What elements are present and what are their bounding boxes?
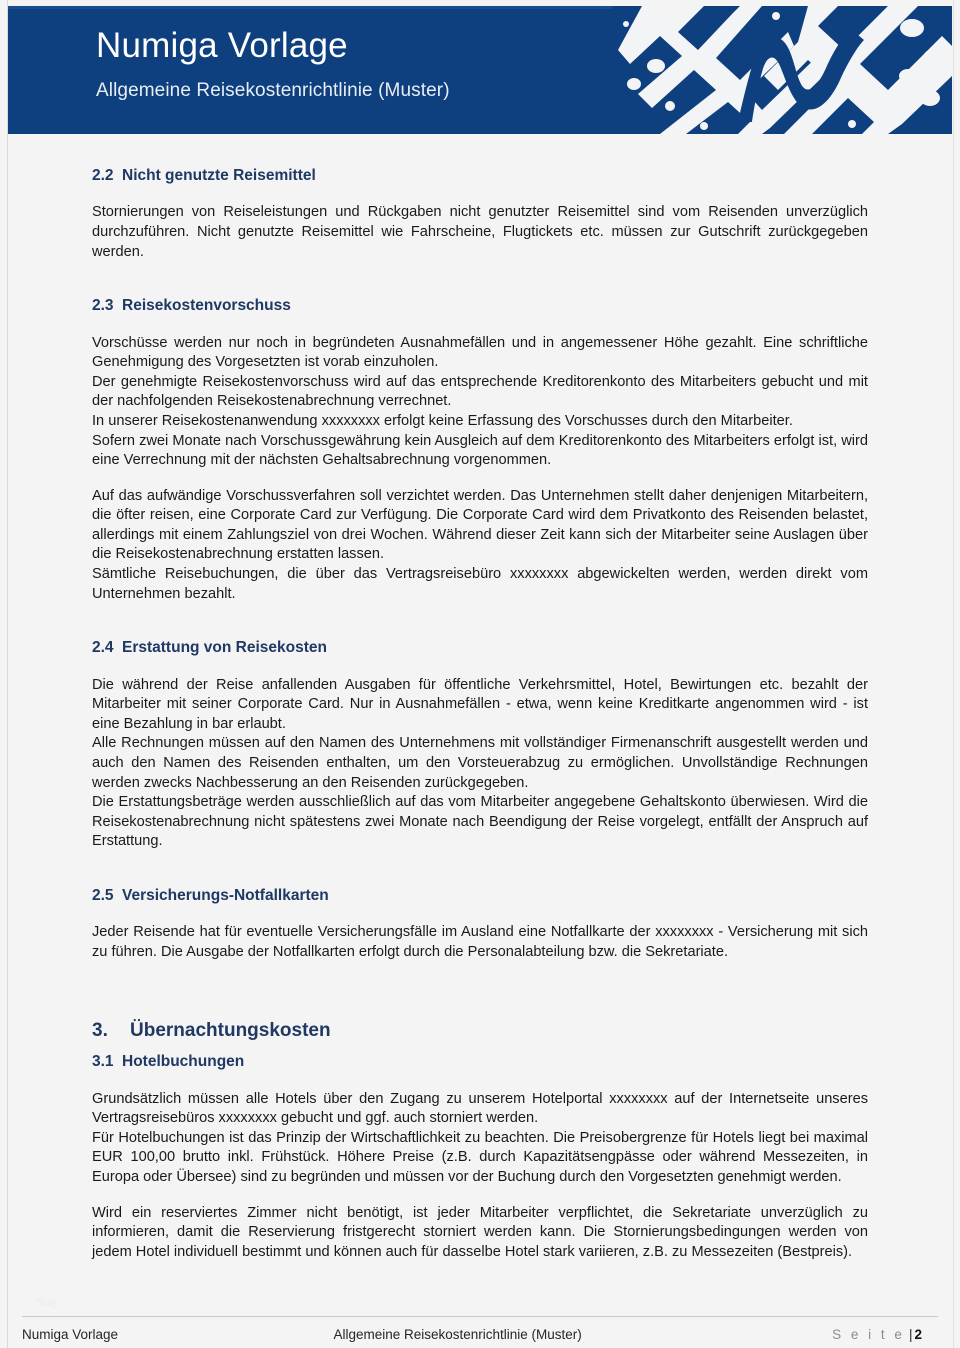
heading-2-4-number: 2.4: [92, 639, 114, 657]
paragraph-3-1-1: Grundsätzlich müssen alle Hotels über den Zugang zu unserem Hotelportal xxxxxxxx auf der Internetseite unseres Vertragsreisebüros xxxxxxxx gebucht und ggf. auch storniert werden.: [92, 1090, 868, 1127]
heading-2-2-number: 2.2: [92, 167, 114, 184]
page-footer: [22, 1322, 938, 1346]
faint-watermark: Nog: [35, 1294, 56, 1309]
paragraph-2-3-2: Der genehmigte Reisekostenvorschuss wird auf das entsprechende Kreditorenkonto des Mitarbeiters gebucht und mit der nachfolgenden Reisekostenabrechnung verrechnet.: [92, 373, 868, 410]
paragraph-2-3-4: Sofern zwei Monate nach Vorschussgewährung kein Ausgleich auf dem Kreditorenkonto des Mitarbeiters erfolgt ist, wird eine Verrechnung mit der nächsten Gehaltsabrechnung vorgenommen.: [92, 432, 868, 469]
paragraph-3-1-2: Für Hotelbuchungen ist das Prinzip der Wirtschaftlichkeit zu beachten. Die Preisobergrenze für Hotels liegt bei maximal EUR 100,00 brutto inkl. Frühstück. Höhere Preise (z.B. durch Kapazitätsengpässe oder während Messezeiten, in Europa oder Übersee) sind zu begründen und müssen vor der Buchung durch den Vorgesetzten genehmigt werden.: [92, 1129, 868, 1186]
document-body: [92, 166, 868, 1262]
heading-2-4: [92, 638, 868, 657]
page-border-right: [953, 0, 954, 1348]
paragraph-2-3-5: Auf das aufwändige Vorschussverfahren soll verzichtet werden. Das Unternehmen stellt daher denjenigen Mitarbeitern, die öfter reisen, eine Corporate Card zur Verfügung. Die Corporate Card wird dem Privatkonto des Reisenden belastet, allerdings mit einem Zahlungsziel von drei Wochen. Während dieser Zeit kann sich der Mitarbeiter seine Auslagen über die Reisekostenabrechnung erstatten lassen.: [92, 487, 868, 563]
paragraph-2-5-1: Jeder Reisende hat für eventuelle Versicherungsfälle im Ausland eine Notfallkarte der xxxxxxxx - Versicherung mit sich zu führen. Die Ausgabe der Notfallkarten erfolgt durch die Personalabteilung bzw. die Sekretariate.: [92, 924, 868, 960]
heading-2-2: [92, 166, 868, 185]
heading-2-3-title: Reisekostenvorschuss: [122, 297, 291, 315]
page-border-left: [7, 0, 8, 1348]
footer-page-indicator: [700, 1327, 938, 1342]
footer-divider: [22, 1316, 938, 1317]
heading-2-3-number: 2.3: [92, 297, 114, 315]
heading-3-title: Übernachtungskosten: [130, 1019, 331, 1041]
footer-left-text: Numiga Vorlage: [22, 1326, 119, 1342]
banner-text-block: [96, 28, 450, 102]
document-subtitle: Allgemeine Reisekostenrichtlinie (Muster): [96, 79, 450, 101]
heading-2-5-number: 2.5: [92, 886, 114, 904]
heading-2-4-title: Erstattung von Reisekosten: [122, 639, 327, 657]
heading-3-1-number: 3.1: [92, 1053, 114, 1071]
heading-2-3: [92, 296, 868, 315]
paragraph-2-3-1: Vorschüsse werden nur noch in begründeten Ausnahmefällen und in angemessener Höhe gezahlt. Eine schriftliche Genehmigung des Vorgesetzten ist vorab einzuholen.: [92, 334, 868, 371]
footer-page-number: 2: [914, 1326, 922, 1342]
paragraph-3-1-3: Wird ein reserviertes Zimmer nicht benötigt, ist jeder Mitarbeiter verpflichtet, die Sekretariate unverzüglich zu informieren, damit die Reservierung fristgerecht storniert werden kann. Die Stornierungsbedingungen werden von jedem Hotel individuell bestimmt und können auch für dasselbe Hotel stark variieren, z.B. zu Messezeiten (Bestpreis).: [92, 1204, 868, 1260]
paragraph-2-2-1: Stornierungen von Reiseleistungen und Rückgaben nicht genutzter Reisemittel sind vom Reisenden unverzüglich durchzuführen. Nicht genutzte Reisemittel wie Fahrscheine, Flugtickets etc. müssen zur Gutschrift zurückgegeben werden.: [92, 204, 868, 260]
paragraph-2-3-6: Sämtliche Reisebuchungen, die über das Vertragsreisebüro xxxxxxxx abgewickelten werden, werden direkt vom Unternehmen bezahlt.: [92, 566, 868, 602]
heading-2-5: [92, 886, 868, 905]
footer-page-label: S e i t e: [832, 1326, 905, 1342]
heading-3-1: [92, 1052, 868, 1071]
paragraph-2-4-3: Die Erstattungsbeträge werden ausschließlich auf das vom Mitarbeiter angegebene Gehaltskonto überwiesen. Wird die Reisekostenabrechnung nicht spätestens zwei Monate nach Beendigung der Reise vorgelegt, entfällt der Anspruch auf Erstattung.: [92, 794, 868, 850]
document-header-banner: [8, 6, 952, 134]
heading-3: [92, 1019, 868, 1043]
paragraph-2-3-3: In unserer Reisekostenanwendung xxxxxxxx erfolgt keine Erfassung des Vorschusses durch den Mitarbeiter.: [92, 412, 793, 429]
paragraph-2-4-1: Die während der Reise anfallenden Ausgaben für öffentliche Verkehrsmittel, Hotel, Bewirtungen etc. bezahlt der Mitarbeiter mit seiner Corporate Card. Nur in Ausnahmefällen - etwa, wenn keine Kreditkarte angenommen wird - ist eine Bezahlung in bar erlaubt.: [92, 676, 868, 732]
heading-3-number: 3.: [92, 1019, 108, 1041]
heading-3-1-title: Hotelbuchungen: [122, 1053, 245, 1071]
heading-2-5-title: Versicherungs-Notfallkarten: [122, 886, 329, 904]
footer-separator: |: [908, 1326, 913, 1342]
heading-2-2-title: Nicht genutzte Reisemittel: [122, 167, 316, 184]
numiga-n-splash-logo-icon: [612, 6, 952, 134]
document-title: Numiga Vorlage: [96, 26, 348, 65]
paragraph-2-4-2: Alle Rechnungen müssen auf den Namen des Unternehmens mit vollständiger Firmenanschrift ausgestellt werden und auch den Namen des Reisenden enthalten, um den Vorsteuerabzug zu ermöglichen. Unvollständige Rechnungen werden zwecks Nachbesserung an den Reisenden zurückgegeben.: [92, 735, 868, 791]
footer-center-text: Allgemeine Reisekostenrichtlinie (Muster): [333, 1326, 582, 1342]
